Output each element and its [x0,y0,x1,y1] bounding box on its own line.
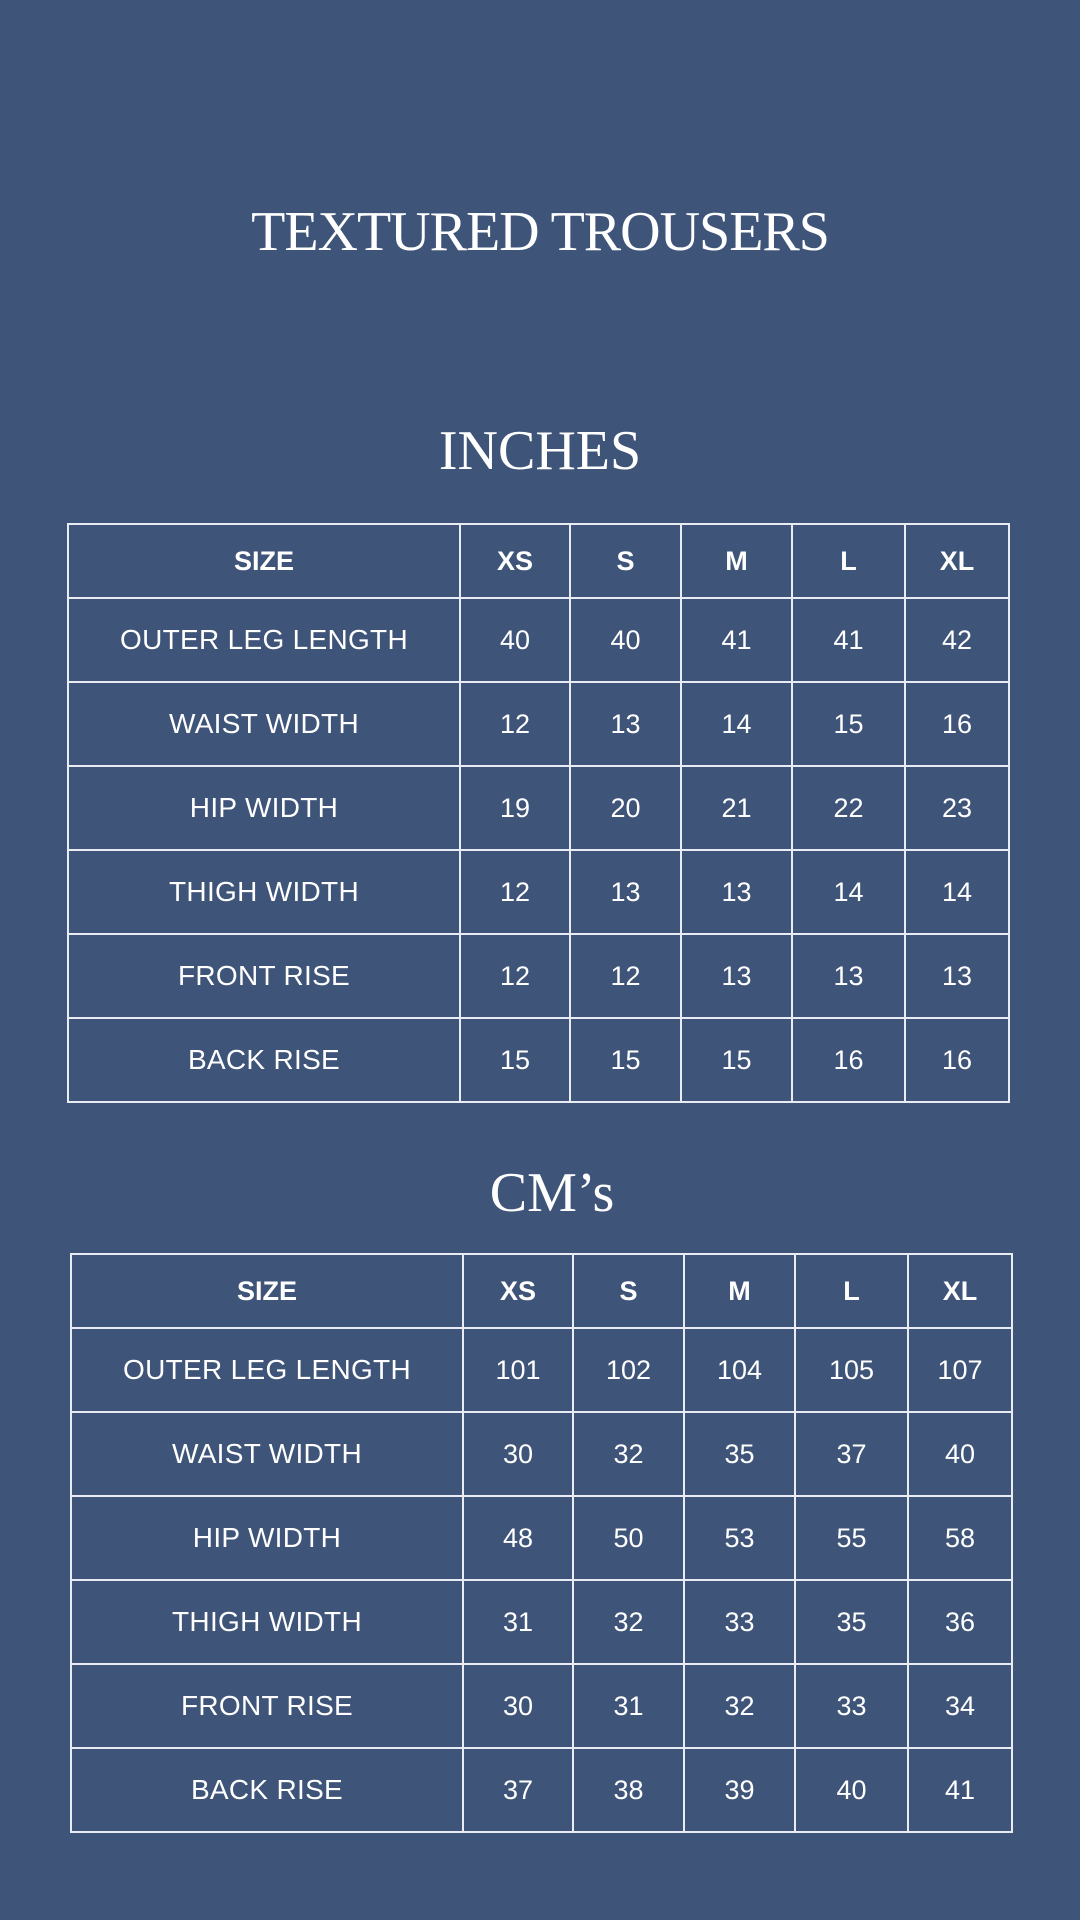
header-cell-xl: XL [905,524,1009,598]
table-header-row [71,1254,1012,1328]
table-row [68,598,1009,682]
header-cell-l: L [792,524,905,598]
table-cell: 31 [463,1580,573,1664]
header-cell-size: SIZE [68,524,460,598]
table-cell: 23 [905,766,1009,850]
table-cell: 37 [795,1412,908,1496]
table-cell: 20 [570,766,681,850]
inches-heading: INCHES [438,420,642,482]
table-cell: 13 [905,934,1009,1018]
table-cell: 40 [460,598,570,682]
table-row [68,766,1009,850]
table-row [68,850,1009,934]
page-title: TEXTURED TROUSERS [251,201,829,263]
table-cell: 13 [570,850,681,934]
table-cell: 31 [573,1664,684,1748]
table-row [71,1412,1012,1496]
table-cell: 19 [460,766,570,850]
header-cell-l: L [795,1254,908,1328]
table-row [71,1580,1012,1664]
table-cell: 58 [908,1496,1012,1580]
table-cell: 12 [460,682,570,766]
table-cell: 14 [681,682,792,766]
row-label: THIGH WIDTH [68,850,460,934]
table-cell: 30 [463,1412,573,1496]
row-label: FRONT RISE [71,1664,463,1748]
row-label: BACK RISE [68,1018,460,1102]
table-cell: 104 [684,1328,795,1412]
row-label: WAIST WIDTH [71,1412,463,1496]
table-cell: 39 [684,1748,795,1832]
table-cell: 13 [681,850,792,934]
table-row [68,934,1009,1018]
table-cell: 32 [684,1664,795,1748]
table-row [68,682,1009,766]
table-cell: 21 [681,766,792,850]
table-cell: 36 [908,1580,1012,1664]
table-cell: 15 [681,1018,792,1102]
header-cell-xs: XS [460,524,570,598]
table-cell: 42 [905,598,1009,682]
table-cell: 55 [795,1496,908,1580]
header-cell-s: S [573,1254,684,1328]
table-cell: 50 [573,1496,684,1580]
row-label: WAIST WIDTH [68,682,460,766]
table-cell: 41 [681,598,792,682]
table-cell: 37 [463,1748,573,1832]
table-cell: 38 [573,1748,684,1832]
table-cell: 35 [684,1412,795,1496]
table-cell: 15 [460,1018,570,1102]
row-label: FRONT RISE [68,934,460,1018]
table-cell: 13 [792,934,905,1018]
table-cell: 15 [792,682,905,766]
header-cell-xl: XL [908,1254,1012,1328]
table-cell: 40 [795,1748,908,1832]
header-cell-size: SIZE [71,1254,463,1328]
table-cell: 30 [463,1664,573,1748]
table-cell: 12 [460,850,570,934]
table-cell: 14 [792,850,905,934]
inches-size-table [67,523,1010,1103]
table-cell: 15 [570,1018,681,1102]
table-cell: 32 [573,1412,684,1496]
table-cell: 13 [570,682,681,766]
row-label: OUTER LEG LENGTH [71,1328,463,1412]
table-cell: 13 [681,934,792,1018]
table-row [71,1748,1012,1832]
cms-size-table [70,1253,1013,1833]
header-cell-m: M [681,524,792,598]
table-cell: 33 [684,1580,795,1664]
row-label: HIP WIDTH [68,766,460,850]
row-label: OUTER LEG LENGTH [68,598,460,682]
table-cell: 16 [905,1018,1009,1102]
table-cell: 35 [795,1580,908,1664]
table-cell: 48 [463,1496,573,1580]
table-cell: 102 [573,1328,684,1412]
table-row [68,1018,1009,1102]
table-cell: 34 [908,1664,1012,1748]
table-cell: 33 [795,1664,908,1748]
table-cell: 53 [684,1496,795,1580]
table-cell: 12 [570,934,681,1018]
table-cell: 16 [905,682,1009,766]
table-cell: 12 [460,934,570,1018]
cms-heading: CM’s [489,1162,615,1224]
table-header-row [68,524,1009,598]
table-cell: 14 [905,850,1009,934]
row-label: BACK RISE [71,1748,463,1832]
table-row [71,1664,1012,1748]
row-label: THIGH WIDTH [71,1580,463,1664]
row-label: HIP WIDTH [71,1496,463,1580]
table-cell: 22 [792,766,905,850]
header-cell-s: S [570,524,681,598]
table-cell: 101 [463,1328,573,1412]
table-cell: 40 [570,598,681,682]
table-cell: 16 [792,1018,905,1102]
table-row [71,1496,1012,1580]
table-cell: 40 [908,1412,1012,1496]
table-cell: 105 [795,1328,908,1412]
table-row [71,1328,1012,1412]
table-cell: 41 [908,1748,1012,1832]
table-cell: 32 [573,1580,684,1664]
header-cell-xs: XS [463,1254,573,1328]
table-cell: 41 [792,598,905,682]
table-cell: 107 [908,1328,1012,1412]
header-cell-m: M [684,1254,795,1328]
